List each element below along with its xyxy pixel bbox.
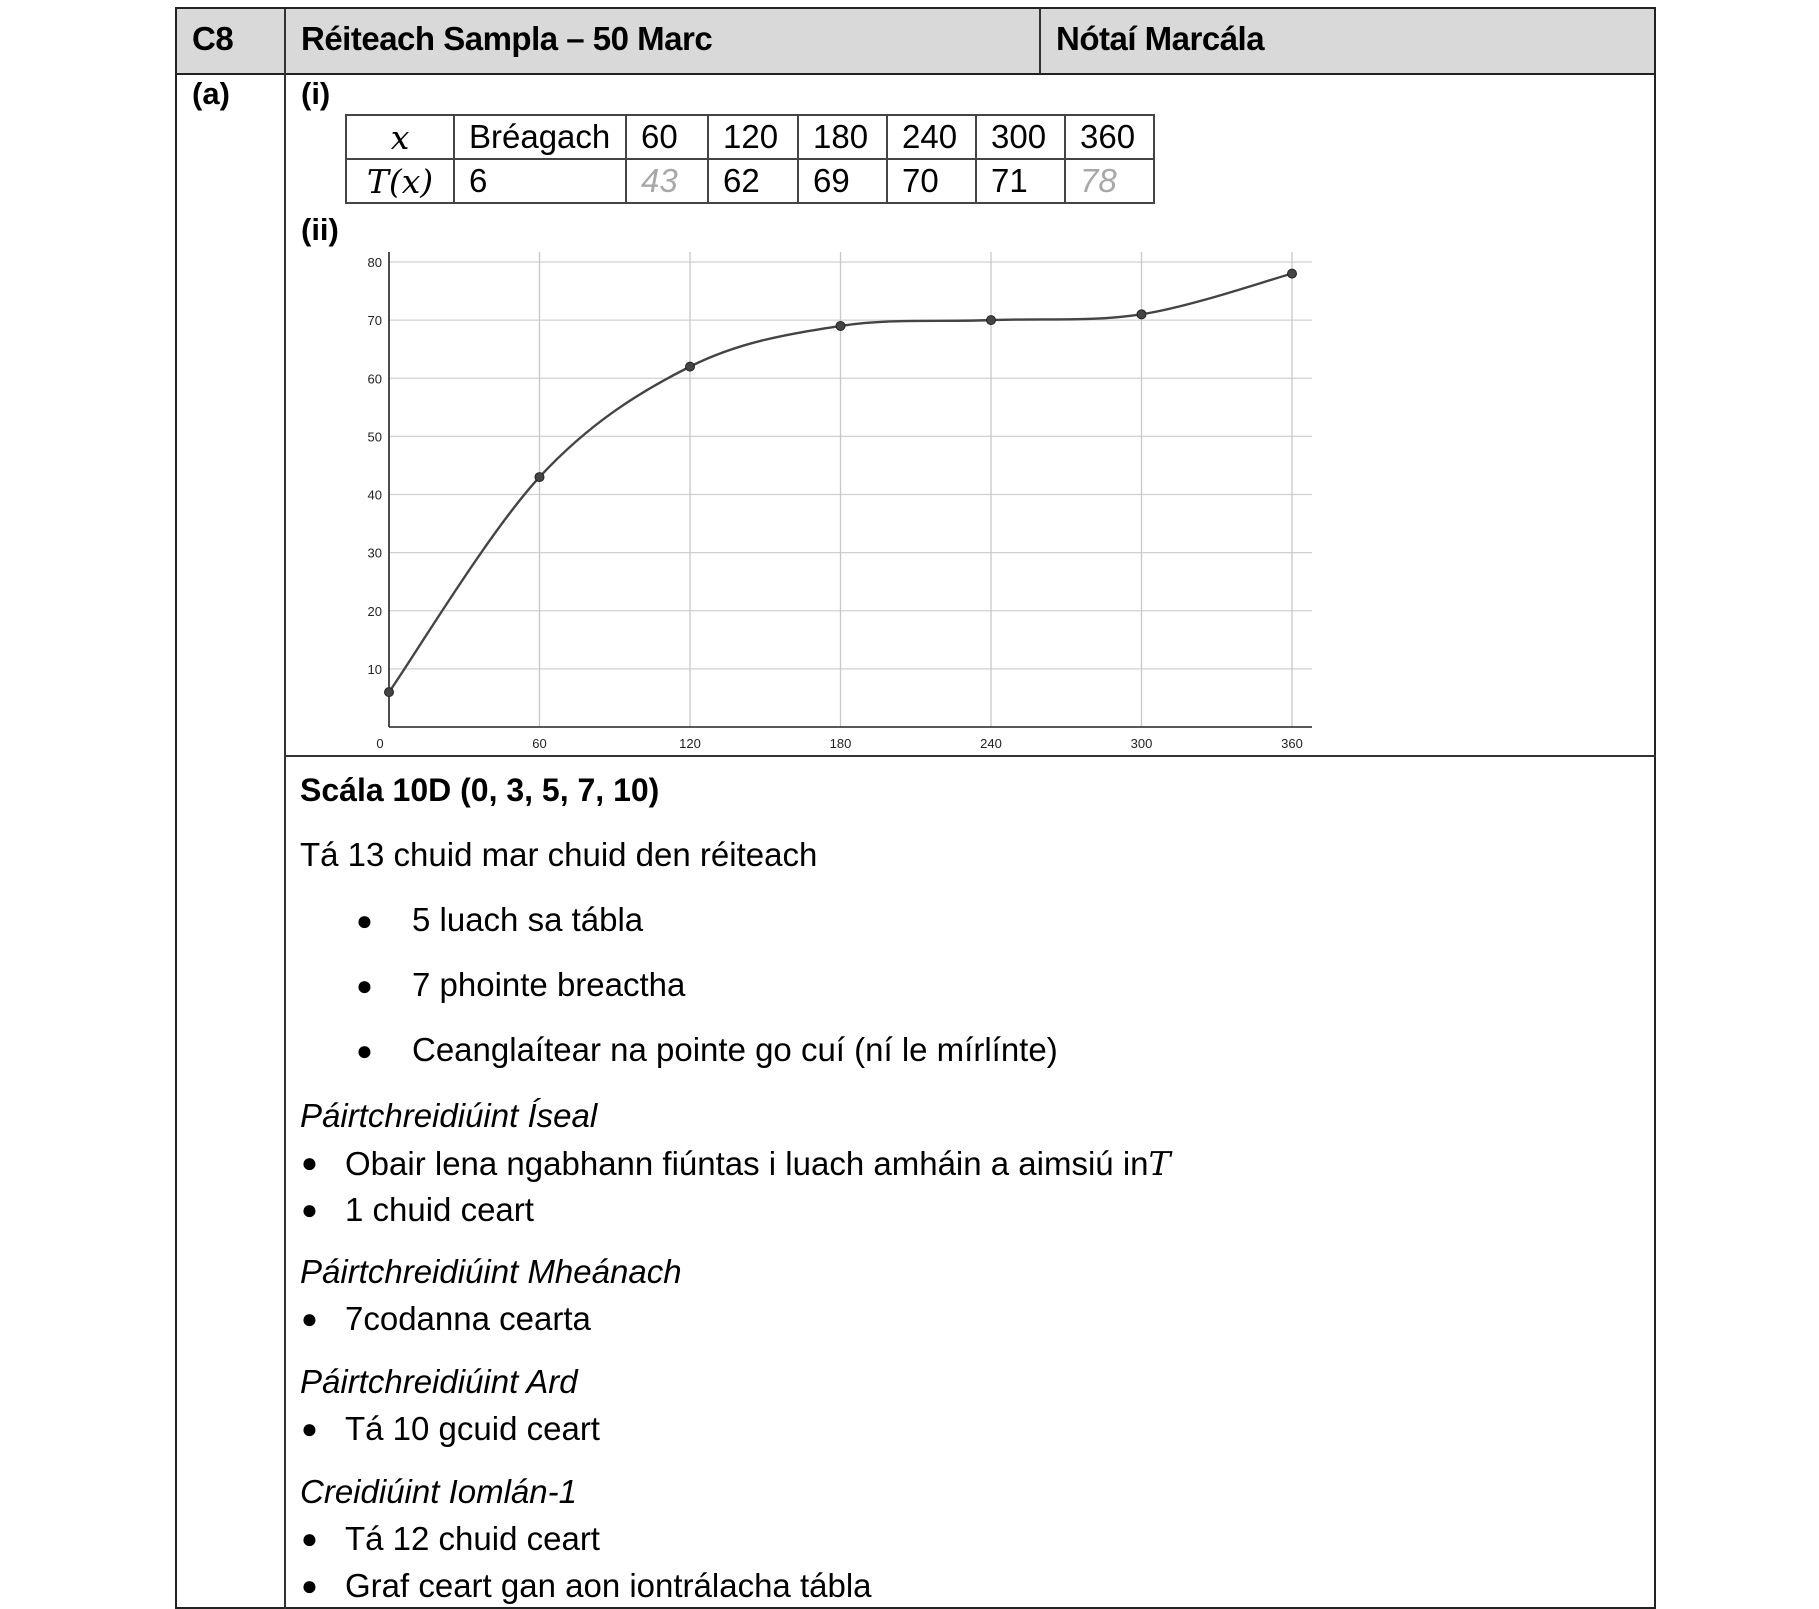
- scale-title: Scála 10D (0, 3, 5, 7, 10): [300, 772, 660, 808]
- data-point: [1288, 269, 1297, 278]
- y-tick-label: 50: [367, 429, 382, 445]
- part-label: (a): [192, 76, 230, 111]
- table-cell-answer: 78: [1065, 159, 1154, 203]
- table-cell: 120: [708, 115, 798, 159]
- table-row-x: [346, 115, 1154, 159]
- subpart-i-label: (i): [301, 76, 331, 111]
- data-point: [686, 362, 695, 371]
- row-header-t: T(x): [346, 159, 454, 203]
- subpart-ii-label: (ii): [301, 212, 339, 247]
- x-tick-label: 120: [679, 736, 701, 751]
- math-symbol-t: T: [1148, 1144, 1171, 1183]
- data-point: [535, 473, 544, 482]
- data-point: [987, 316, 996, 325]
- criterion-item-text: Obair lena ngabhann fiúntas i luach amháin a aimsiú in: [345, 1145, 1149, 1182]
- data-point: [836, 321, 845, 330]
- y-tick-label: 10: [367, 661, 382, 677]
- criterion-heading: Páirtchreidiúint Ard: [300, 1363, 578, 1400]
- x-tick-labels: [376, 736, 1302, 751]
- x-tick-label: 240: [980, 736, 1002, 751]
- row-divider: [284, 755, 1656, 757]
- data-point: [1137, 310, 1146, 319]
- criterion-item: Tá 10 gcuid ceart: [345, 1410, 600, 1447]
- y-tick-label: 30: [367, 545, 382, 561]
- bullet-icon: ●: [301, 1570, 318, 1601]
- table-cell: 70: [887, 159, 976, 203]
- marking-notes-title: Nótaí Marcála: [1056, 20, 1265, 57]
- table-cell: 69: [798, 159, 887, 203]
- table-cell: 300: [976, 115, 1065, 159]
- table-cell: 6: [454, 159, 626, 203]
- table-cell: 180: [798, 115, 887, 159]
- table-cell: 360: [1065, 115, 1154, 159]
- table-cell: 71: [976, 159, 1065, 203]
- x-tick-label: 360: [1281, 736, 1303, 751]
- bullet-icon: ●: [301, 1303, 318, 1334]
- y-tick-label: 80: [367, 255, 382, 270]
- y-tick-labels: [368, 255, 382, 677]
- table-cell: 62: [708, 159, 798, 203]
- bullet-icon: ●: [301, 1523, 318, 1554]
- x-tick-label: 180: [829, 736, 852, 751]
- solution-title: Réiteach Sampla – 50 Marc: [301, 20, 713, 57]
- scale-intro: Tá 13 chuid mar chuid den réiteach: [300, 836, 818, 873]
- bullet-icon: ●: [301, 1147, 318, 1178]
- y-tick-label: 60: [367, 371, 382, 387]
- y-tick-label: 20: [367, 603, 382, 619]
- criterion-item: [345, 1144, 1171, 1183]
- criterion-heading: Páirtchreidiúint Mheánach: [300, 1253, 682, 1290]
- bullet-icon: ●: [301, 1194, 318, 1225]
- table-cell: 60: [626, 115, 708, 159]
- question-id: C8: [192, 20, 234, 57]
- bullet-icon: ●: [301, 1413, 318, 1444]
- table-cell: 240: [887, 115, 976, 159]
- value-table: [345, 114, 1155, 204]
- criterion-item: 1 chuid ceart: [345, 1191, 534, 1228]
- bullet-icon: ●: [356, 1035, 373, 1066]
- criterion-item: Tá 12 chuid ceart: [345, 1520, 600, 1557]
- y-tick-label: 40: [367, 487, 382, 503]
- line-chart: [340, 245, 1330, 755]
- bullet-icon: ●: [356, 905, 373, 936]
- criterion-heading: Páirtchreidiúint Íseal: [300, 1097, 598, 1134]
- scale-part: Ceanglaítear na pointe go cuí (ní le mírlínte): [412, 1031, 1058, 1068]
- scale-part: 5 luach sa tábla: [412, 901, 644, 938]
- x-tick-label: 60: [532, 736, 547, 751]
- scale-part: 7 phointe breactha: [412, 966, 686, 1003]
- x-tick-label: 0: [376, 736, 384, 751]
- row-header-x: x: [346, 115, 454, 159]
- data-point: [385, 688, 394, 697]
- table-cell: Bréagach: [454, 115, 626, 159]
- criterion-item: Graf ceart gan aon iontrálacha tábla: [345, 1567, 872, 1604]
- x-tick-label: 300: [1130, 736, 1153, 751]
- column-divider-2: [1039, 9, 1041, 73]
- table-row-t: [346, 159, 1154, 203]
- bullet-icon: ●: [356, 970, 373, 1001]
- y-tick-label: 70: [367, 313, 382, 329]
- criterion-heading: Creidiúint Iomlán-1: [300, 1473, 577, 1510]
- criterion-item: 7codanna cearta: [345, 1300, 591, 1337]
- table-cell-answer: 43: [626, 159, 708, 203]
- column-divider-1: [284, 9, 286, 1609]
